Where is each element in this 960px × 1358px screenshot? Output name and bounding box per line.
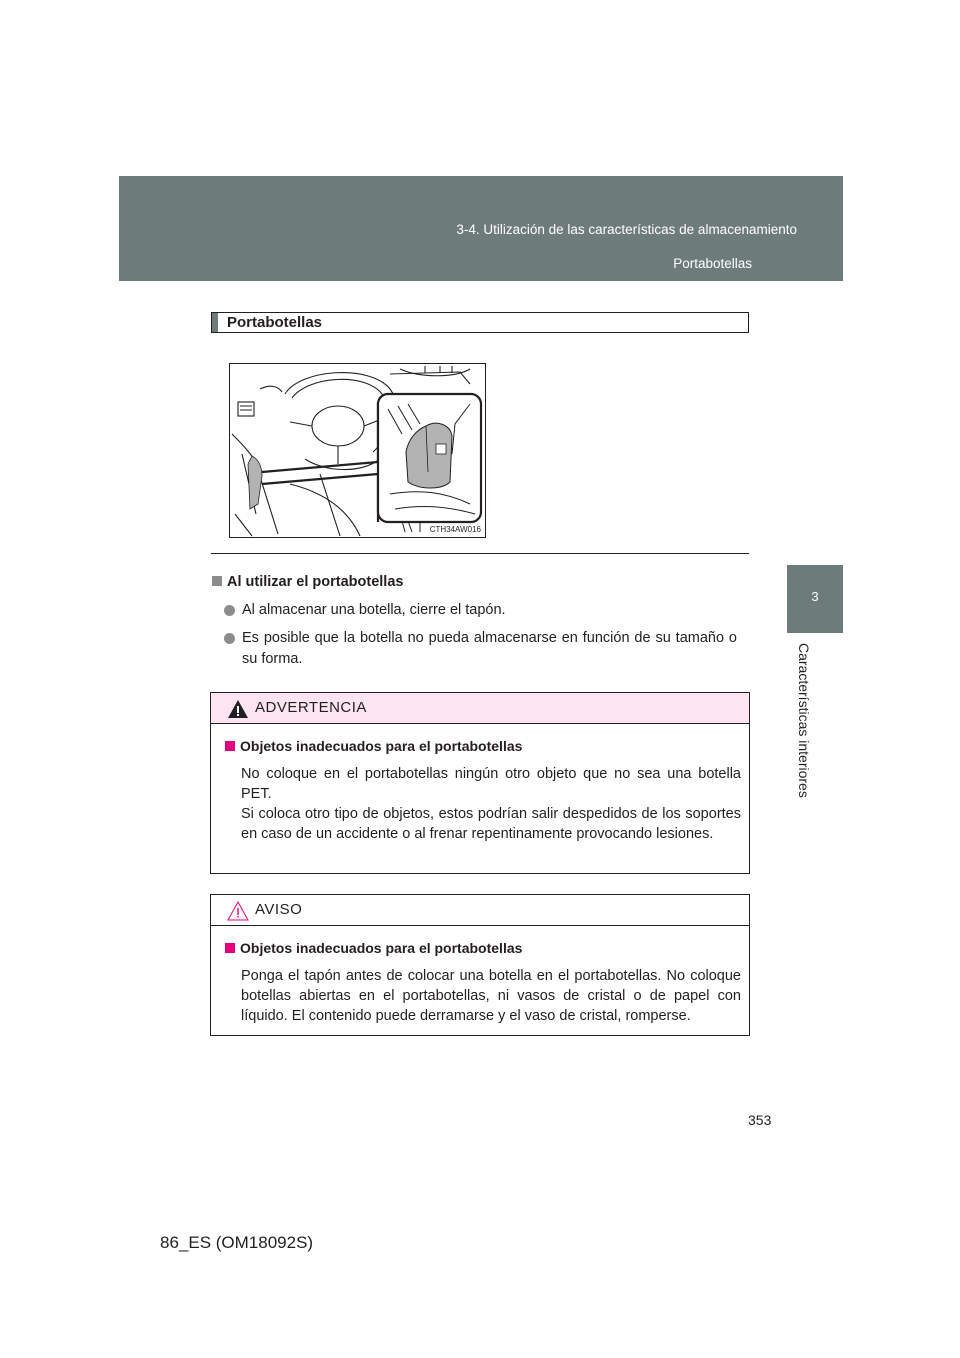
square-bullet-icon [212, 576, 222, 586]
chapter-tab-number: 3 [811, 589, 819, 604]
page-number: 353 [748, 1112, 772, 1128]
usage-note [212, 572, 737, 670]
warning-header [211, 693, 749, 724]
notice-header [211, 895, 749, 926]
header-band [119, 176, 843, 281]
warning-label: ADVERTENCIA [255, 699, 367, 716]
notice-title-text: Objetos inadecuados para el portabotellas [240, 940, 523, 956]
header-section-title: 3-4. Utilización de las características de almacenamiento [456, 222, 797, 237]
warning-body [211, 724, 749, 860]
figure-code: CTH34AW016 [429, 525, 481, 534]
round-bullet-icon [224, 605, 235, 616]
list-item-text: Es posible que la botella no pueda almacenarse en función de su tamaño o su forma. [242, 630, 737, 667]
warning-text-1: No coloque en el portabotellas ningún otro objeto que no sea una botella PET. [241, 766, 741, 802]
section-heading-label: Portabotellas [227, 314, 323, 331]
header-topic-title: Portabotellas [673, 256, 752, 271]
notice-box [210, 894, 750, 1036]
document-code: 86_ES (OM18092S) [160, 1233, 314, 1252]
bottle-holder-illustration [229, 363, 486, 538]
caution-triangle-icon [227, 901, 249, 921]
chapter-side-label [794, 643, 814, 813]
notice-body [211, 926, 749, 1042]
magenta-square-icon [225, 943, 235, 953]
notice-text: Ponga el tapón antes de colocar una botella en el portabotellas. No coloque botellas abiertas en el portabotellas, ni vasos de cristal o de papel con líquido. El contenido puede derramarse y el vaso de cristal, romperse. [241, 968, 741, 1024]
notice-label: AVISO [255, 901, 303, 918]
section-heading-bar [212, 313, 218, 332]
list-item [212, 600, 737, 621]
round-bullet-icon [224, 633, 235, 644]
usage-note-title-text: Al utilizar el portabotellas [227, 574, 404, 590]
warning-title [225, 736, 741, 756]
warning-box [210, 692, 750, 874]
warning-title-text: Objetos inadecuados para el portabotellas [240, 738, 523, 754]
section-heading [211, 312, 749, 333]
usage-note-title [212, 572, 737, 593]
warning-triangle-icon [227, 699, 249, 719]
dashboard-drawing [230, 364, 485, 537]
list-item-text: Al almacenar una botella, cierre el tapón. [242, 602, 506, 618]
warning-text-2: Si coloca otro tipo de objetos, estos podrían salir despedidos de los soportes en caso de un accidente o al frenar repentinamente provocando lesiones. [241, 806, 741, 842]
chapter-side-label-text: Características interiores [796, 643, 812, 798]
notice-title [225, 938, 741, 958]
list-item [212, 628, 737, 670]
chapter-tab[interactable] [787, 565, 843, 633]
section-divider [211, 553, 749, 554]
magenta-square-icon [225, 741, 235, 751]
